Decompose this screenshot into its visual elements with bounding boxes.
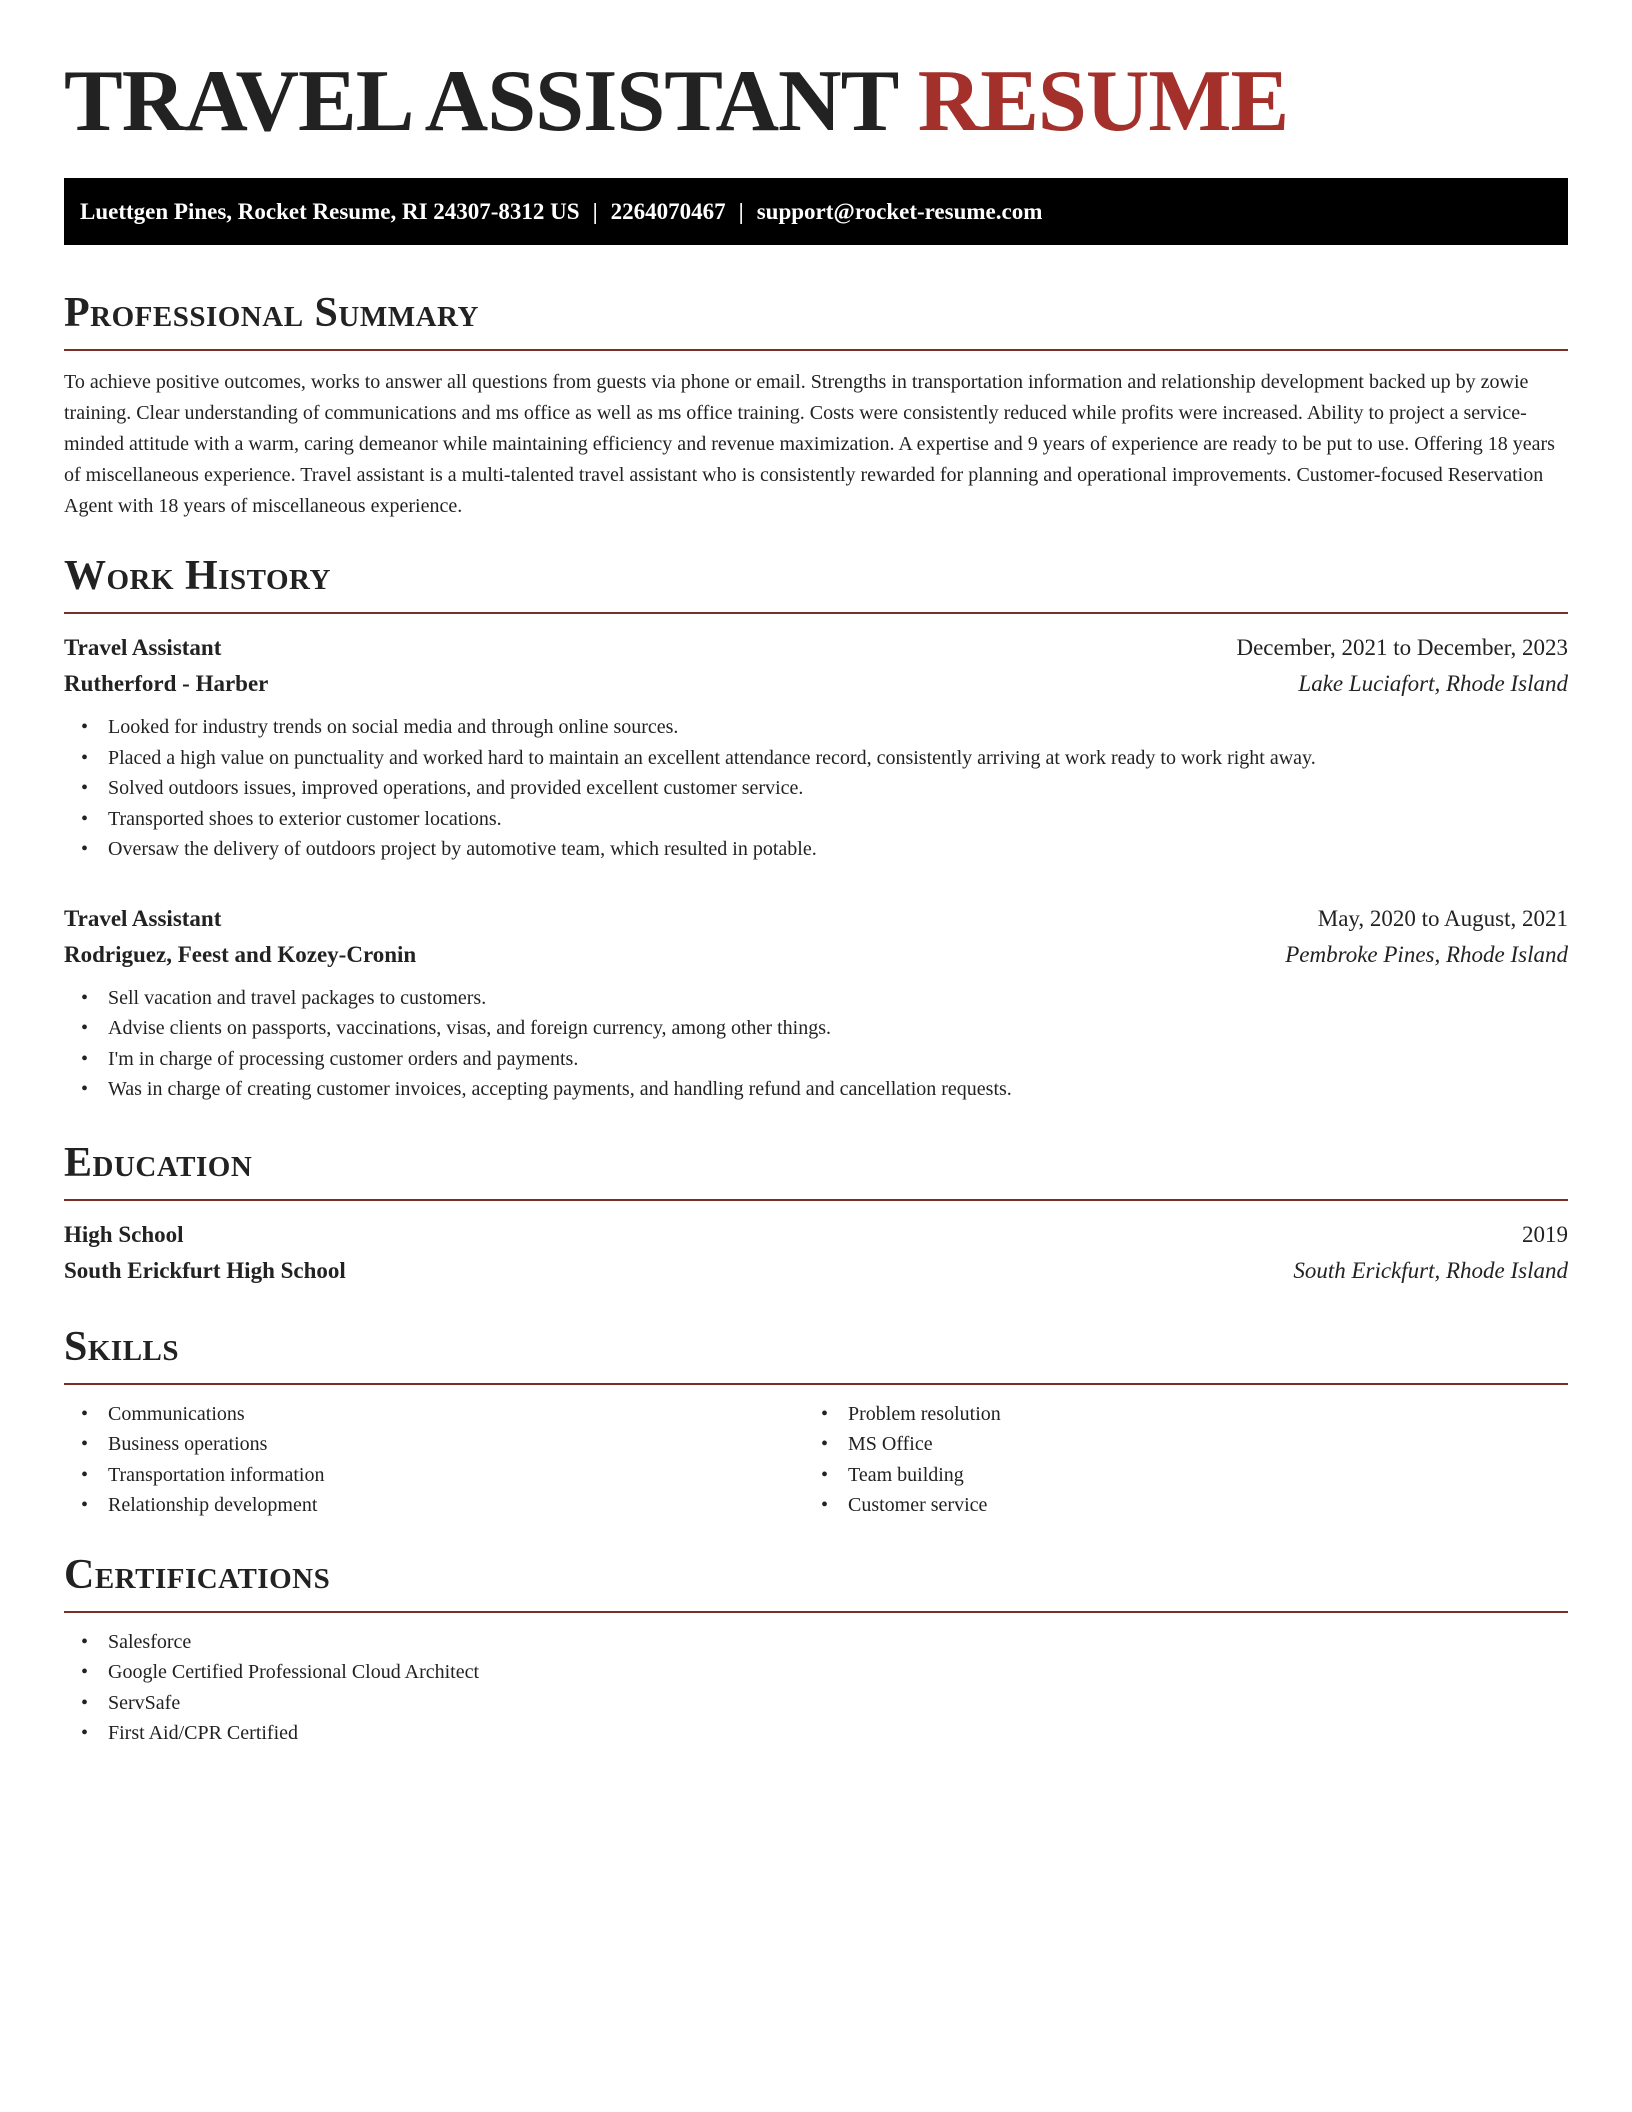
job-location: Pembroke Pines, Rhode Island — [1285, 941, 1568, 967]
bullet-icon: • — [821, 1433, 829, 1455]
list-item — [804, 1429, 1544, 1460]
skill-text: Customer service — [848, 1494, 988, 1516]
job-entry — [64, 630, 1568, 865]
bullet-icon: • — [81, 986, 89, 1009]
certifications-section — [64, 1551, 1568, 1749]
list-item-text: Was in charge of creating customer invoices, accepting payments, and handling refund and cancellation requests. — [108, 1078, 1012, 1100]
contact-bar — [64, 178, 1568, 245]
section-heading: Education — [64, 1139, 1568, 1201]
list-item — [64, 1627, 1568, 1658]
list-item-text: Oversaw the delivery of outdoors project by automotive team, which resulted in potable. — [108, 838, 817, 860]
bullet-icon: • — [81, 1691, 89, 1714]
skills-list — [64, 1399, 804, 1521]
job-dates: December, 2021 to December, 2023 — [1236, 635, 1568, 660]
contact-separator: | — [738, 198, 744, 224]
list-item-text: Solved outdoors issues, improved operations, and provided excellent customer service. — [108, 777, 804, 799]
bullet-icon: • — [81, 1017, 89, 1039]
bullet-icon: • — [81, 807, 89, 830]
job-company-row — [64, 666, 1568, 702]
list-item-text: Looked for industry trends on social media and through online sources. — [108, 716, 679, 738]
list-item — [64, 1688, 1568, 1719]
list-item — [64, 712, 1568, 743]
bullet-icon: • — [81, 1402, 89, 1425]
certification-text: ServSafe — [108, 1691, 181, 1714]
skill-text: Relationship development — [108, 1494, 318, 1516]
bullet-icon: • — [81, 1463, 89, 1486]
list-item — [64, 1490, 804, 1521]
job-entry — [64, 901, 1568, 1105]
summary-text: To achieve positive outcomes, works to answer all questions from guests via phone or email. Strengths in transportation information and relationship development backed up by zowie training. Clear understanding of communications and ms office as well as ms office training. Costs were consistently reduced while profits were increased. Ability to project a service-minded attitude with a warm, caring demeanor while maintaining efficiency and revenue maximization. A expertise and 9 years of experience are ready to be put to use. Offering 18 years of miscellaneous experience. Travel assistant is a multi-talented travel assistant who is consistently rewarded for planning and operational improvements. Customer-focused Reservation Agent with 18 years of miscellaneous experience. — [64, 371, 1555, 517]
title-main: TRAVEL ASSISTANT — [64, 53, 897, 150]
education-year: 2019 — [1522, 1221, 1568, 1247]
job-bullets — [64, 712, 1568, 865]
work-history-section — [64, 552, 1568, 1105]
list-item-text: Advise clients on passports, vaccinations, visas, and foreign currency, among other things. — [108, 1017, 831, 1039]
section-heading: Work History — [64, 552, 1568, 614]
list-item — [64, 1399, 804, 1430]
contact-separator: | — [592, 198, 598, 224]
list-item-text: Transported shoes to exterior customer locations. — [108, 807, 502, 830]
job-dates: May, 2020 to August, 2021 — [1317, 905, 1568, 931]
bullet-icon: • — [81, 716, 89, 738]
bullet-icon: • — [821, 1402, 829, 1425]
skill-text: Business operations — [108, 1433, 268, 1455]
certification-text: Google Certified Professional Cloud Architect — [108, 1661, 480, 1683]
bullet-icon: • — [81, 1078, 89, 1100]
contact-email: support@rocket-resume.com — [756, 198, 1043, 224]
section-heading: Professional Summary — [64, 289, 1568, 351]
skill-text: MS Office — [848, 1433, 933, 1455]
section-heading: Certifications — [64, 1551, 1568, 1613]
education-header-row — [64, 1217, 1568, 1253]
skill-text: Team building — [848, 1463, 964, 1486]
education-school: South Erickfurt High School — [64, 1257, 346, 1283]
list-item — [64, 983, 1568, 1014]
education-degree: High School — [64, 1221, 184, 1247]
list-item-text: Placed a high value on punctuality and worked hard to maintain an excellent attendance record, consistently arriving at work ready to work right away. — [108, 746, 1316, 769]
bullet-icon: • — [81, 1630, 89, 1653]
list-item — [64, 1429, 804, 1460]
section-heading: Skills — [64, 1323, 1568, 1385]
job-title: Travel Assistant — [64, 635, 222, 660]
job-title: Travel Assistant — [64, 905, 222, 931]
skills-column-left — [64, 1399, 804, 1521]
professional-summary-section — [64, 289, 1568, 522]
certifications-list — [64, 1627, 1568, 1749]
list-item — [64, 1460, 804, 1491]
education-entry — [64, 1217, 1568, 1289]
list-item — [64, 743, 1568, 774]
certification-text: Salesforce — [108, 1630, 192, 1653]
bullet-icon: • — [81, 746, 89, 769]
list-item — [64, 1074, 1568, 1105]
skill-text: Communications — [108, 1402, 245, 1425]
skill-text: Transportation information — [108, 1463, 325, 1486]
skills-column-right — [804, 1399, 1544, 1521]
list-item — [64, 1013, 1568, 1044]
bullet-icon: • — [821, 1494, 829, 1516]
education-section — [64, 1139, 1568, 1289]
list-item — [64, 834, 1568, 865]
list-item-text: I'm in charge of processing customer orders and payments. — [108, 1047, 579, 1070]
bullet-icon: • — [81, 1722, 89, 1744]
bullet-icon: • — [81, 1661, 89, 1683]
list-item — [64, 1718, 1568, 1749]
bullet-icon: • — [81, 1494, 89, 1516]
certification-text: First Aid/CPR Certified — [108, 1722, 299, 1744]
skills-grid — [64, 1399, 1568, 1521]
list-item — [804, 1490, 1544, 1521]
list-item — [64, 804, 1568, 835]
list-item — [64, 1657, 1568, 1688]
education-location: South Erickfurt, Rhode Island — [1293, 1257, 1568, 1283]
contact-phone: 2264070467 — [610, 198, 726, 224]
skill-text: Problem resolution — [848, 1402, 1001, 1425]
job-company: Rodriguez, Feest and Kozey-Cronin — [64, 941, 417, 967]
education-school-row — [64, 1253, 1568, 1289]
document-title — [64, 52, 1568, 152]
bullet-icon: • — [81, 1047, 89, 1070]
bullet-icon: • — [821, 1463, 829, 1486]
list-item — [64, 1044, 1568, 1075]
job-header-row — [64, 901, 1568, 937]
list-item — [804, 1460, 1544, 1491]
list-item-text: Sell vacation and travel packages to customers. — [108, 986, 487, 1009]
list-item — [804, 1399, 1544, 1430]
job-header-row — [64, 630, 1568, 666]
job-company-row — [64, 937, 1568, 973]
job-company: Rutherford - Harber — [64, 671, 269, 696]
job-location: Lake Luciafort, Rhode Island — [1298, 671, 1568, 696]
contact-address: Luettgen Pines, Rocket Resume, RI 24307-8312 US — [80, 198, 580, 224]
bullet-icon: • — [81, 1433, 89, 1455]
list-item — [64, 773, 1568, 804]
title-accent: RESUME — [917, 53, 1289, 150]
skills-list — [804, 1399, 1544, 1521]
bullet-icon: • — [81, 777, 89, 799]
bullet-icon: • — [81, 838, 89, 860]
skills-section — [64, 1323, 1568, 1521]
job-bullets — [64, 983, 1568, 1105]
